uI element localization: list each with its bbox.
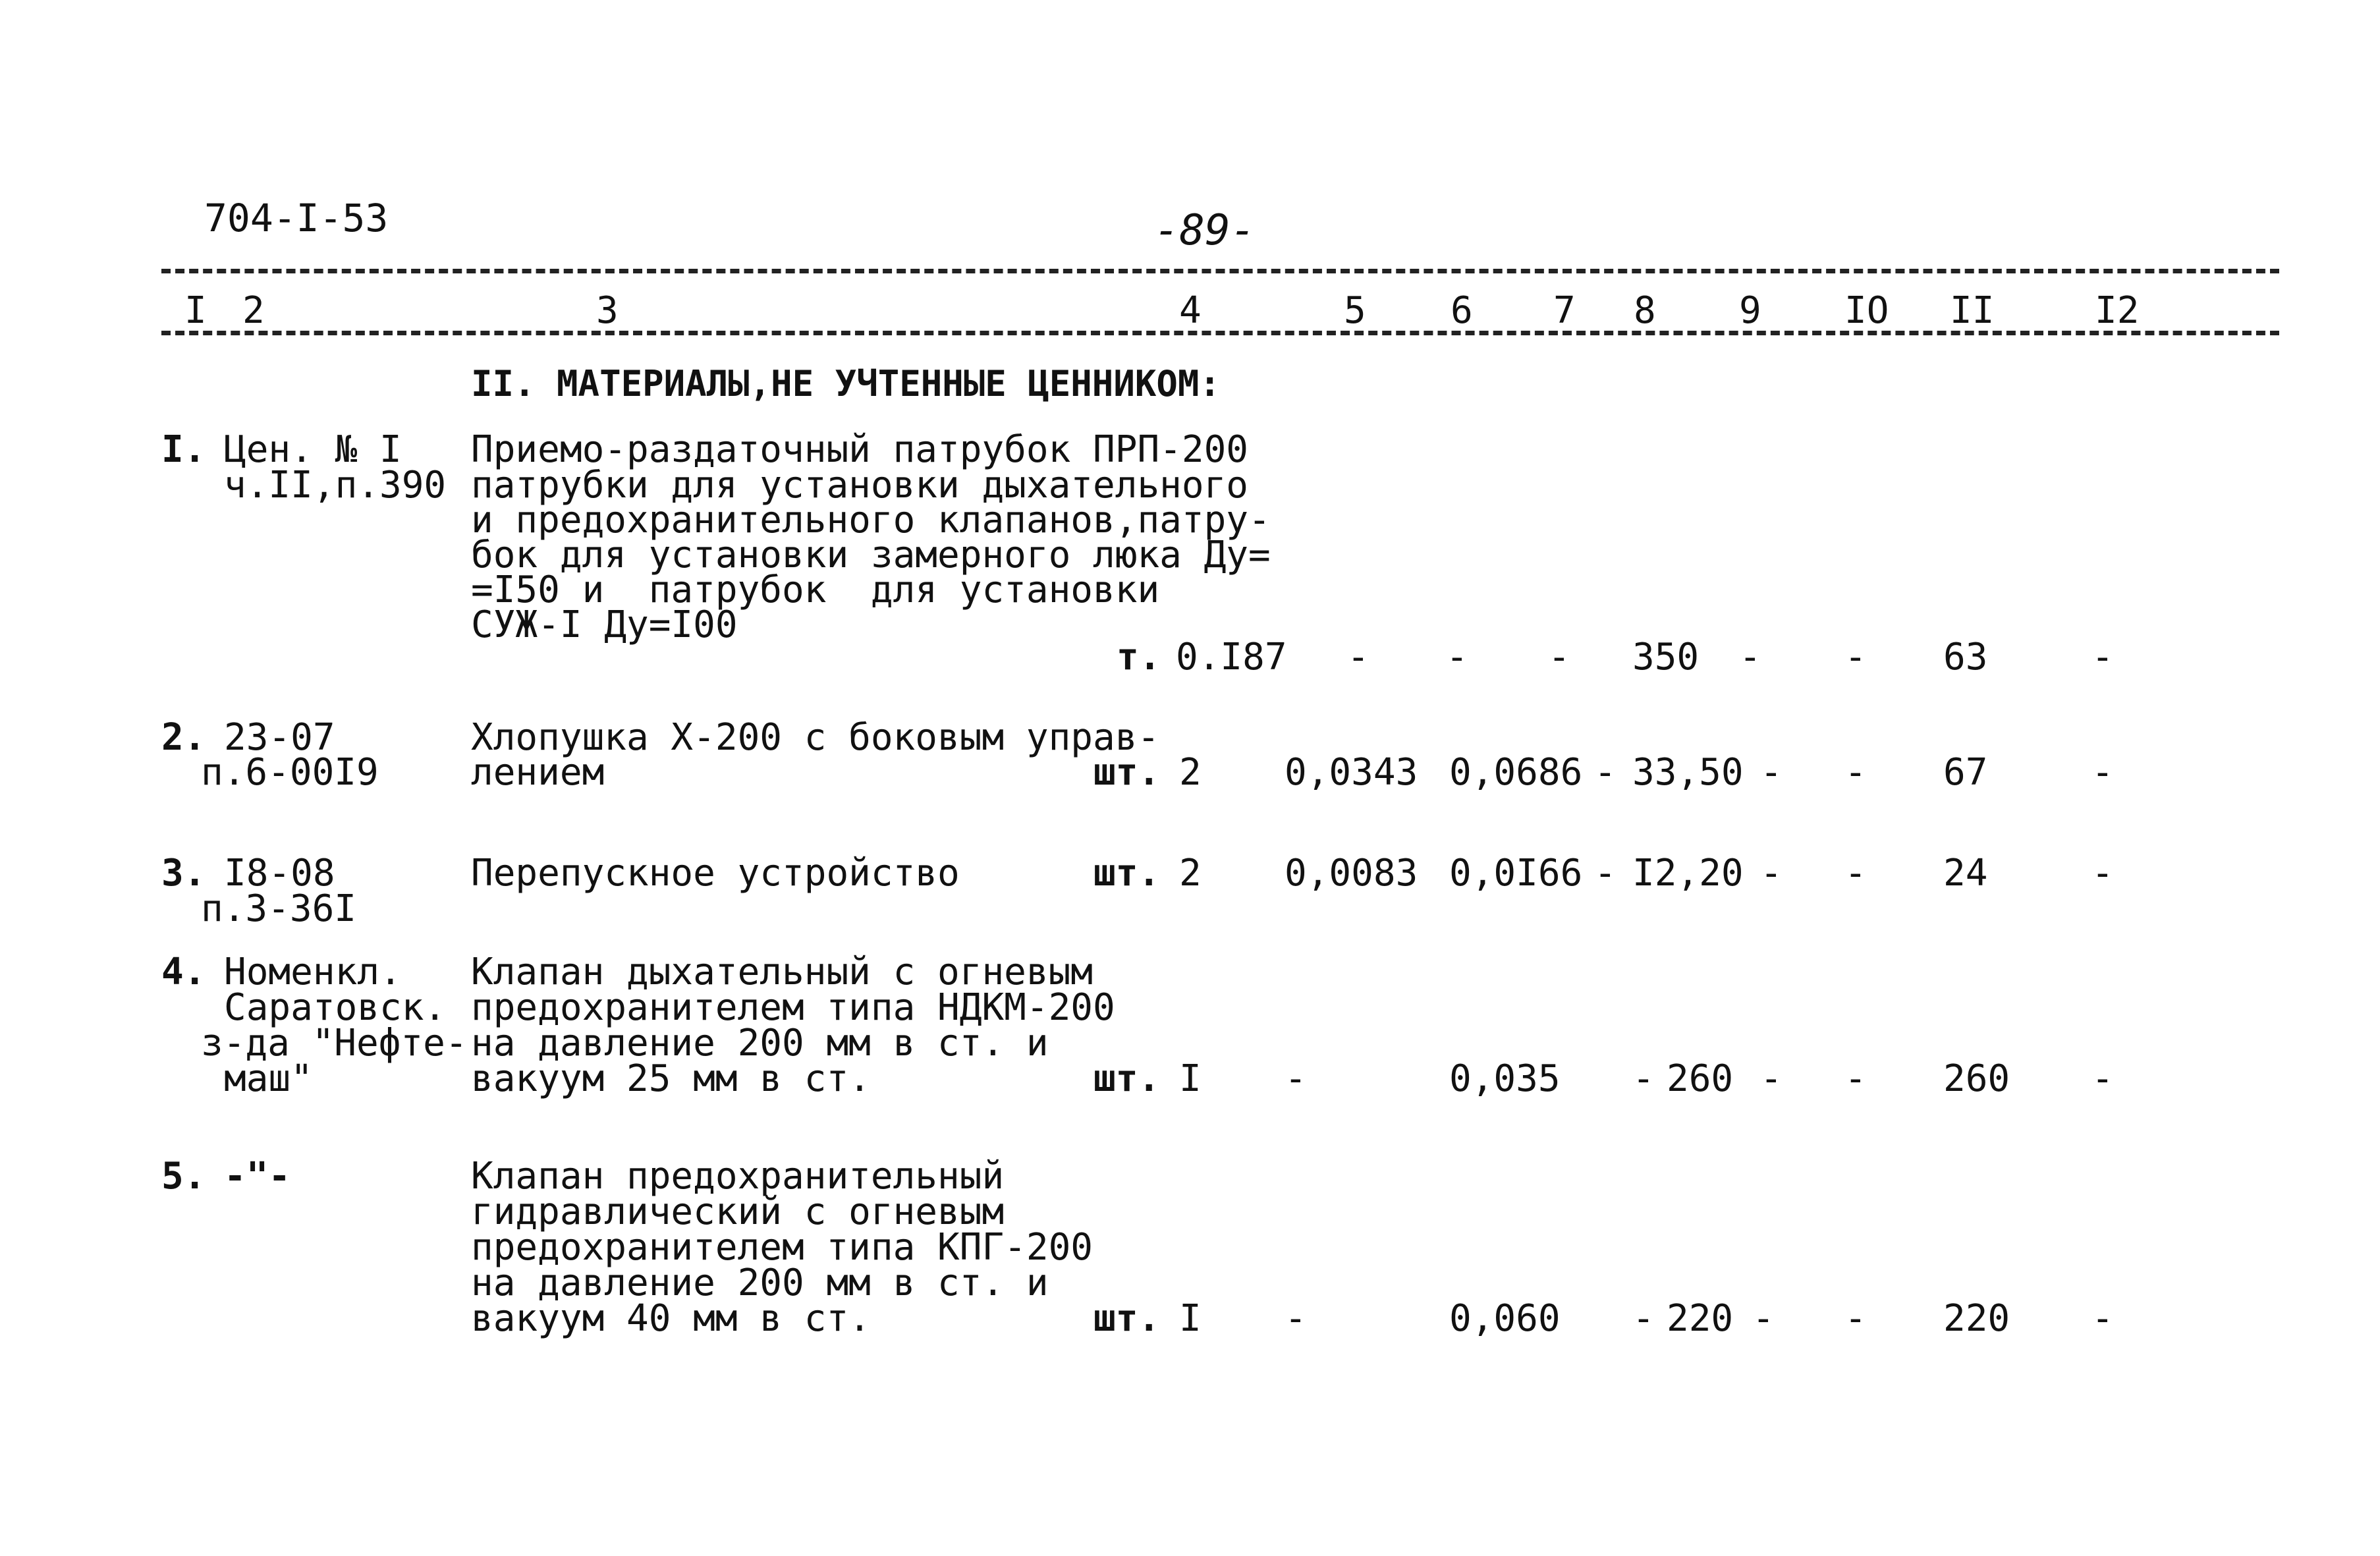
row-col-5: 0,0083 [1285, 852, 1418, 895]
row-description-line: на давление 200 мм в ст. и [471, 1022, 1049, 1065]
row-col-5: - [1347, 636, 1370, 679]
row-reference-line: Номенкл. [224, 951, 402, 993]
row-col-10: - [1844, 751, 1867, 794]
row-description-line: бок для установки замерного люка Ду= [471, 534, 1271, 576]
row-number: 4. [161, 951, 206, 993]
top-rule [161, 269, 2279, 273]
row-number: 3. [161, 852, 206, 895]
row-reference-line: ч.II,п.390 [224, 464, 447, 507]
row-reference-line: I8-08 [224, 852, 335, 895]
row-col-5: - [1285, 1297, 1307, 1340]
row-col-6: 0,035 [1449, 1057, 1561, 1100]
row-number: 2. [161, 716, 206, 759]
column-header-12: I2 [2095, 289, 2140, 332]
row-description-line: на давление 200 мм в ст. и [471, 1262, 1049, 1304]
row-unit: шт. [1093, 852, 1161, 895]
row-col-7: - [1548, 636, 1570, 679]
row-reference-line: Цен. № I [224, 428, 402, 471]
row-unit: шт. [1093, 751, 1161, 794]
row-description-line: предохранителем типа КПГ-200 [471, 1226, 1093, 1269]
row-col-9: - [1760, 751, 1783, 794]
row-col-12: - [2091, 636, 2114, 679]
row-description-line: СУЖ-I Ду=I00 [471, 603, 738, 646]
column-header-2: 2 [242, 289, 265, 332]
row-col-11: 63 [1943, 636, 1988, 679]
column-header-5: 5 [1344, 289, 1366, 332]
row-reference-line: п.3-36I [201, 887, 357, 930]
row-description-line: Перепускное устройство [471, 852, 960, 895]
row-col-8: 350 [1632, 636, 1700, 679]
row-col-8: I2,20 [1632, 852, 1744, 895]
row-quantity: 2 [1179, 852, 1202, 895]
header-rule [161, 331, 2279, 335]
row-col-11: 24 [1943, 852, 1988, 895]
row-description-line: патрубки для установки дыхательного [471, 464, 1249, 507]
row-reference-line: 23-07 [224, 716, 335, 759]
row-col-6: - [1446, 636, 1468, 679]
row-col-12: - [2091, 852, 2114, 895]
column-header-3: 3 [596, 289, 619, 332]
column-header-4: 4 [1179, 289, 1202, 332]
column-header-7: 7 [1553, 289, 1576, 332]
row-col-5: 0,0343 [1285, 751, 1418, 794]
row-col-7: - [1632, 1297, 1655, 1340]
row-col-12: - [2091, 1297, 2114, 1340]
row-reference-line: маш" [224, 1057, 313, 1100]
column-header-6: 6 [1451, 289, 1473, 332]
row-quantity: I [1179, 1297, 1202, 1340]
row-col-11: 220 [1943, 1297, 2010, 1340]
row-col-5: - [1285, 1057, 1307, 1100]
row-reference-line: п.6-00I9 [201, 751, 379, 794]
row-col-10: - [1844, 636, 1867, 679]
page-number: -89- [1154, 206, 1256, 255]
column-header-9: 9 [1739, 289, 1761, 332]
row-quantity: I [1179, 1057, 1202, 1100]
row-col-9: - [1752, 1297, 1775, 1340]
row-col-9: - [1739, 636, 1761, 679]
row-col-10: - [1844, 852, 1867, 895]
row-description-line: вакуум 25 мм в ст. [471, 1057, 871, 1100]
row-reference-line: з-да "Нефте- [201, 1022, 468, 1065]
row-col-12: - [2091, 1057, 2114, 1100]
row-description-line: лением [471, 751, 605, 794]
row-description-line: Хлопушка Х-200 с боковым управ- [471, 716, 1160, 759]
column-header-1: I [184, 289, 207, 332]
row-unit: шт. [1093, 1297, 1161, 1340]
row-description-line: Приемо-раздаточный патрубок ПРП-200 [471, 428, 1249, 471]
row-col-10: - [1844, 1057, 1867, 1100]
section-title: II. МАТЕРИАЛЫ,НЕ УЧТЕННЫЕ ЦЕННИКОМ: [471, 363, 1221, 404]
row-description-line: и предохранительного клапанов,патру- [471, 499, 1271, 542]
column-header-10: IO [1844, 289, 1889, 332]
row-quantity: 0.I87 [1176, 636, 1287, 679]
row-col-6: 0,0686 [1449, 751, 1583, 794]
row-description-line: Клапан предохранительный [471, 1155, 1005, 1198]
row-col-11: 67 [1943, 751, 1988, 794]
row-col-6: 0,0I66 [1449, 852, 1583, 895]
row-col-7: - [1594, 751, 1617, 794]
row-col-8: 260 [1667, 1057, 1734, 1100]
column-header-11: II [1950, 289, 1995, 332]
row-number: 5. [161, 1155, 206, 1198]
row-quantity: 2 [1179, 751, 1202, 794]
row-col-6: 0,060 [1449, 1297, 1561, 1340]
row-col-9: - [1760, 1057, 1783, 1100]
row-col-7: - [1594, 852, 1617, 895]
row-col-9: - [1760, 852, 1783, 895]
row-unit: т. [1117, 636, 1161, 679]
row-reference-line: Саратовск. [224, 986, 447, 1029]
row-col-8: 220 [1667, 1297, 1734, 1340]
row-description-line: предохранителем типа НДКМ-200 [471, 986, 1115, 1029]
row-description-line: гидравлический с огневым [471, 1190, 1005, 1233]
column-header-8: 8 [1634, 289, 1656, 332]
row-description-line: вакуум 40 мм в ст. [471, 1297, 871, 1340]
row-description-line: Клапан дыхательный с огневым [471, 951, 1093, 993]
row-col-11: 260 [1943, 1057, 2010, 1100]
row-col-7: - [1632, 1057, 1655, 1100]
row-col-8: 33,50 [1632, 751, 1744, 794]
row-unit: шт. [1093, 1057, 1161, 1100]
row-reference-line: -"- [224, 1155, 291, 1198]
document-code: 704-I-53 [204, 196, 389, 240]
row-col-10: - [1844, 1297, 1867, 1340]
row-col-12: - [2091, 751, 2114, 794]
row-number: I. [161, 428, 206, 471]
row-description-line: =I50 и патрубок для установки [471, 569, 1160, 611]
